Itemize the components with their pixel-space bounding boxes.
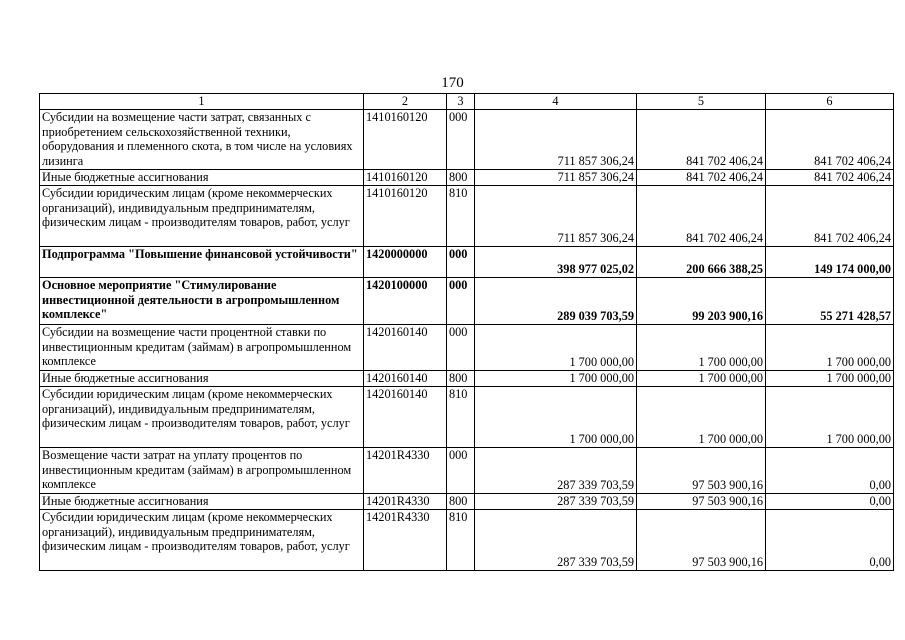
row-type-code: 810	[447, 387, 475, 448]
row-amount-4: 1 700 000,00	[475, 325, 637, 371]
row-amount-6: 149 174 000,00	[766, 247, 894, 278]
budget-table	[39, 93, 894, 571]
table-row	[40, 387, 894, 448]
row-amount-6: 1 700 000,00	[766, 325, 894, 371]
row-code: 1420160140	[364, 325, 447, 371]
row-description: Иные бюджетные ассигнования	[40, 494, 364, 510]
row-amount-4: 711 857 306,24	[475, 170, 637, 186]
row-code: 14201R4330	[364, 510, 447, 571]
row-description: Субсидии юридическим лицам (кроме некоммерческих организаций), индивидуальным предпринимателям, физическим лицам - производителям товаров, работ, услуг	[40, 186, 364, 247]
table-row	[40, 371, 894, 387]
column-header-2: 2	[364, 94, 447, 110]
row-amount-6: 841 702 406,24	[766, 110, 894, 170]
row-description: Иные бюджетные ассигнования	[40, 371, 364, 387]
column-header-3: 3	[447, 94, 475, 110]
row-amount-5: 97 503 900,16	[637, 510, 766, 571]
row-amount-6: 1 700 000,00	[766, 371, 894, 387]
row-amount-6: 0,00	[766, 510, 894, 571]
row-amount-4: 287 339 703,59	[475, 494, 637, 510]
row-description: Субсидии юридическим лицам (кроме некоммерческих организаций), индивидуальным предпринимателям, физическим лицам - производителям товаров, работ, услуг	[40, 510, 364, 571]
row-code: 1420000000	[364, 247, 447, 278]
row-type-code: 000	[447, 278, 475, 325]
column-header-1: 1	[40, 94, 364, 110]
table-row	[40, 110, 894, 170]
table-row-main-activity	[40, 278, 894, 325]
row-amount-4: 1 700 000,00	[475, 387, 637, 448]
table-row	[40, 186, 894, 247]
row-code: 1410160120	[364, 110, 447, 170]
row-amount-5: 841 702 406,24	[637, 186, 766, 247]
table-row	[40, 448, 894, 494]
row-code: 1420100000	[364, 278, 447, 325]
row-description: Субсидии на возмещение части процентной ставки по инвестиционным кредитам (займам) в агропромышленном комплексе	[40, 325, 364, 371]
row-code: 1420160140	[364, 371, 447, 387]
row-description: Подпрограмма "Повышение финансовой устойчивости"	[40, 247, 364, 278]
row-amount-5: 99 203 900,16	[637, 278, 766, 325]
row-type-code: 810	[447, 510, 475, 571]
row-amount-5: 97 503 900,16	[637, 448, 766, 494]
row-amount-5: 1 700 000,00	[637, 387, 766, 448]
row-code: 1410160120	[364, 186, 447, 247]
table-row	[40, 170, 894, 186]
row-code: 14201R4330	[364, 448, 447, 494]
row-amount-4: 1 700 000,00	[475, 371, 637, 387]
row-amount-4: 287 339 703,59	[475, 448, 637, 494]
row-amount-5: 97 503 900,16	[637, 494, 766, 510]
row-description: Субсидии на возмещение части затрат, связанных с приобретением сельскохозяйственной техники, оборудования и племенного скота, в том числе на условиях лизинга	[40, 110, 364, 170]
row-type-code: 800	[447, 371, 475, 387]
row-amount-5: 841 702 406,24	[637, 110, 766, 170]
row-type-code: 800	[447, 494, 475, 510]
row-amount-5: 841 702 406,24	[637, 170, 766, 186]
row-amount-6: 55 271 428,57	[766, 278, 894, 325]
row-amount-6: 0,00	[766, 448, 894, 494]
row-type-code: 800	[447, 170, 475, 186]
row-amount-4: 711 857 306,24	[475, 110, 637, 170]
row-type-code: 000	[447, 110, 475, 170]
table-row	[40, 494, 894, 510]
row-amount-5: 1 700 000,00	[637, 325, 766, 371]
column-header-4: 4	[475, 94, 637, 110]
table-row	[40, 510, 894, 571]
row-amount-6: 0,00	[766, 494, 894, 510]
row-amount-4: 287 339 703,59	[475, 510, 637, 571]
row-type-code: 000	[447, 448, 475, 494]
row-description: Основное мероприятие "Стимулирование инвестиционной деятельности в агропромышленном комплексе"	[40, 278, 364, 325]
row-amount-5: 1 700 000,00	[637, 371, 766, 387]
table-row	[40, 325, 894, 371]
row-description: Возмещение части затрат на уплату процентов по инвестиционным кредитам (займам) в агропромышленном комплексе	[40, 448, 364, 494]
row-type-code: 000	[447, 247, 475, 278]
page-number: 170	[441, 75, 464, 91]
row-amount-6: 841 702 406,24	[766, 186, 894, 247]
table-row-subprogram	[40, 247, 894, 278]
row-code: 14201R4330	[364, 494, 447, 510]
column-header-6: 6	[766, 94, 894, 110]
row-amount-6: 1 700 000,00	[766, 387, 894, 448]
row-type-code: 000	[447, 325, 475, 371]
row-amount-4: 289 039 703,59	[475, 278, 637, 325]
column-header-5: 5	[637, 94, 766, 110]
row-amount-4: 711 857 306,24	[475, 186, 637, 247]
table-header-row	[40, 94, 894, 110]
row-amount-4: 398 977 025,02	[475, 247, 637, 278]
row-code: 1420160140	[364, 387, 447, 448]
row-code: 1410160120	[364, 170, 447, 186]
row-amount-5: 200 666 388,25	[637, 247, 766, 278]
row-type-code: 810	[447, 186, 475, 247]
row-description: Субсидии юридическим лицам (кроме некоммерческих организаций), индивидуальным предпринимателям, физическим лицам - производителям товаров, работ, услуг	[40, 387, 364, 448]
row-amount-6: 841 702 406,24	[766, 170, 894, 186]
row-description: Иные бюджетные ассигнования	[40, 170, 364, 186]
